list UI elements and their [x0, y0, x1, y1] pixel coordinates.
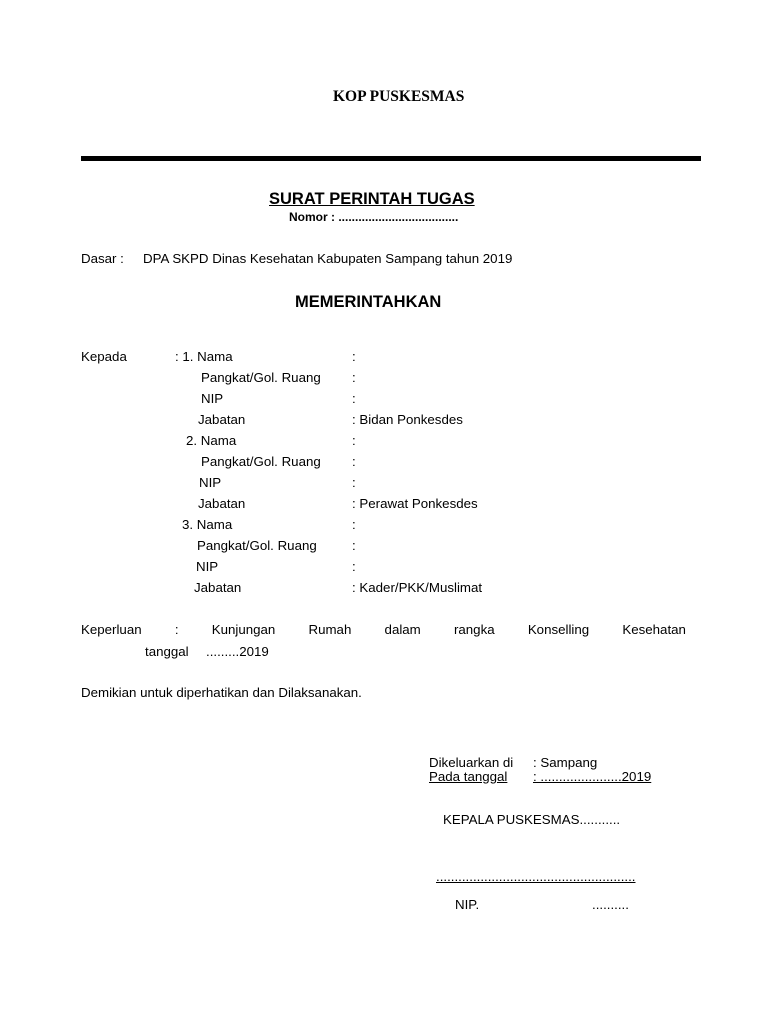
person-3-nama-label: 3. Nama — [182, 517, 233, 532]
closing-statement: Demikian untuk diperhatikan dan Dilaksanakan. — [81, 685, 362, 700]
letter-number: Nomor : .................................... — [289, 210, 459, 224]
issued-date-label: Pada tanggal — [429, 769, 508, 784]
signatory-title: KEPALA PUSKESMAS........... — [443, 812, 621, 827]
keperluan-word: rangka — [453, 622, 495, 637]
person-1-nama-label: : 1. Nama — [175, 349, 233, 364]
person-2-nip-label: NIP — [199, 475, 222, 490]
keperluan-word: Kunjungan — [211, 622, 276, 637]
keperluan-word: Kesehatan — [622, 622, 686, 637]
dasar-label: Dasar : — [81, 251, 124, 266]
keperluan-tanggal-label: tanggal — [145, 644, 189, 659]
person-1-pangkat-label: Pangkat/Gol. Ruang — [201, 370, 321, 385]
person-2-jabatan-label: Jabatan — [198, 496, 246, 511]
person-2-jabatan-value: : Perawat Ponkesdes — [352, 496, 478, 511]
keperluan-word: Konselling — [527, 622, 590, 637]
person-3-pangkat-value: : — [352, 538, 356, 553]
person-2-pangkat-value: : — [352, 454, 356, 469]
person-1-pangkat-value: : — [352, 370, 356, 385]
command-heading: MEMERINTAHKAN — [295, 293, 442, 311]
person-1-jabatan-value: : Bidan Ponkesdes — [352, 412, 463, 427]
keperluan-line — [81, 622, 686, 638]
person-2-pangkat-label: Pangkat/Gol. Ruang — [201, 454, 321, 469]
keperluan-word: Keperluan — [81, 622, 142, 637]
letter-title: SURAT PERINTAH TUGAS — [269, 190, 475, 208]
keperluan-word: Rumah — [308, 622, 352, 637]
keperluan-tanggal-value: .........2019 — [206, 644, 269, 659]
keperluan-word: dalam — [384, 622, 421, 637]
issued-date-value: : ......................2019 — [533, 769, 652, 784]
signatory-name-line: ...................................................... — [436, 869, 636, 884]
person-3-pangkat-label: Pangkat/Gol. Ruang — [197, 538, 317, 553]
person-3-nip-label: NIP — [196, 559, 219, 574]
person-3-nama-value: : — [352, 517, 356, 532]
issued-place-label: Dikeluarkan di — [429, 755, 514, 770]
person-3-nip-value: : — [352, 559, 356, 574]
person-2-nama-value: : — [352, 433, 356, 448]
person-1-nama-value: : — [352, 349, 356, 364]
keperluan-word: : — [174, 622, 179, 637]
letterhead: KOP PUSKESMAS — [333, 88, 465, 105]
person-2-nip-value: : — [352, 475, 356, 490]
issued-place-value: : Sampang — [533, 755, 598, 770]
person-1-nip-value: : — [352, 391, 356, 406]
person-3-jabatan-label: Jabatan — [194, 580, 242, 595]
signatory-nip-label: NIP. — [455, 897, 480, 912]
signatory-nip-value: .......... — [592, 897, 629, 912]
person-2-nama-label: 2. Nama — [186, 433, 237, 448]
kepada-label: Kepada — [81, 349, 127, 364]
letterhead-rule — [81, 156, 701, 161]
dasar-text: DPA SKPD Dinas Kesehatan Kabupaten Sampang tahun 2019 — [143, 251, 513, 266]
person-1-nip-label: NIP — [201, 391, 224, 406]
person-3-jabatan-value: : Kader/PKK/Muslimat — [352, 580, 483, 595]
person-1-jabatan-label: Jabatan — [198, 412, 246, 427]
